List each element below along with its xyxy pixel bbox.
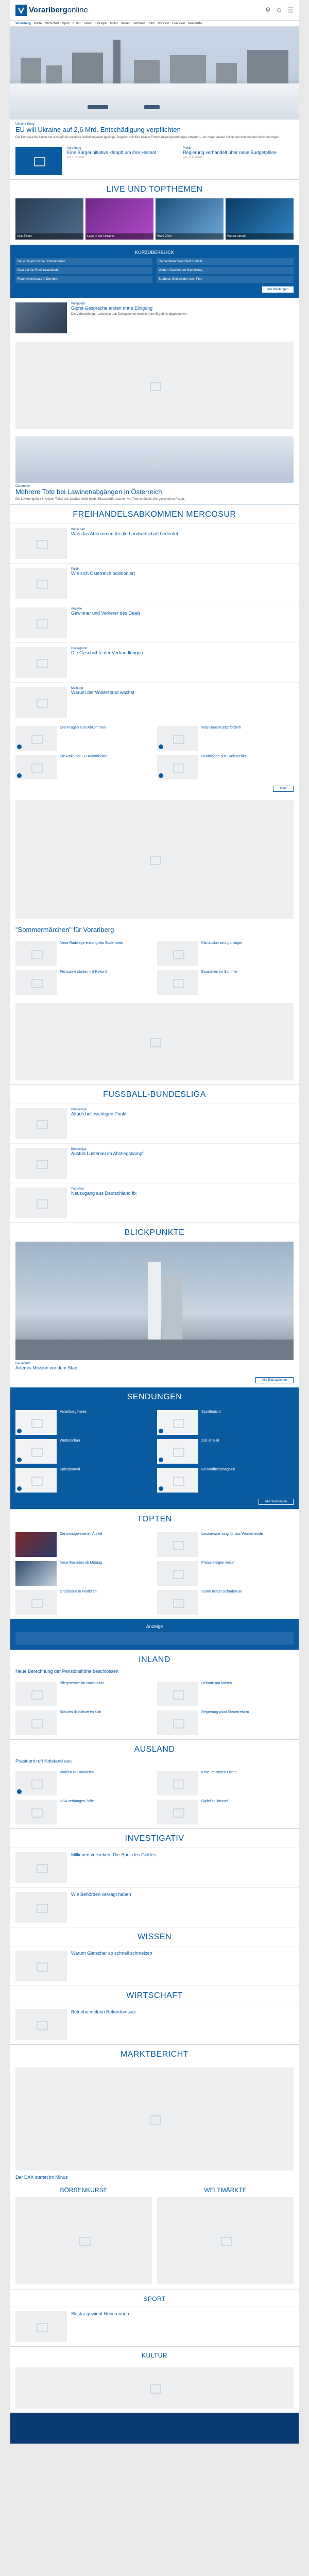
search-icon[interactable]: ⚲ (265, 6, 271, 14)
box-line[interactable]: Stadtbus fährt wieder nach Plan (157, 276, 294, 283)
article-title[interactable]: Wie sich Österreich positioniert (71, 571, 135, 577)
logo-main: Vorarlberg (29, 6, 67, 14)
mid-headline[interactable]: "Sommermärchen" für Vorarlberg (15, 926, 114, 934)
article-title[interactable]: Skistar gewinnt Heimrennen (71, 2311, 129, 2317)
article-grid (10, 1767, 299, 1828)
article-teaser (71, 302, 187, 333)
section-title-inland: INLAND (10, 1650, 299, 1669)
gallery-teaser[interactable] (10, 1242, 299, 1375)
article-title[interactable]: Altach holt wichtigen Punkt (71, 1111, 127, 1116)
article-text: Die Verhandlungen zwischen den Delegationen wurden ohne Ergebnis abgebrochen. (71, 313, 188, 316)
article-title[interactable]: Neue Radwege entlang des Bodensees (60, 941, 124, 945)
article-teaser (71, 607, 141, 638)
article-title[interactable]: Neuzugang aus Deutschland fix (71, 1190, 137, 1196)
grid-item[interactable] (157, 941, 294, 966)
more-button[interactable]: Alle Bildergalerien (255, 1377, 294, 1383)
grid-item[interactable] (157, 755, 294, 779)
grid-item[interactable] (157, 970, 294, 995)
show-title[interactable]: Sportbericht (201, 1410, 221, 1414)
vehicle-shape (88, 105, 108, 109)
lead-text: Die Europäische Union hat sich auf ein weiteres Sanktionspaket geeinigt. Zugleich soll die Ukraine Entschädigungszahlungen erhalten – ein neuer Anlauf soll in den kommenden Wochen folgen. (15, 135, 280, 139)
section-title-sendungen: SENDUNGEN (127, 1392, 182, 1401)
article-thumbnail[interactable] (15, 1800, 57, 1824)
article-title[interactable]: Regierung verhandelt über neue Budgetpläne (183, 149, 277, 155)
all-news-button[interactable]: Alle Meldungen (262, 286, 294, 293)
article-title[interactable]: Gewinner und Verlierer des Deals (71, 611, 141, 616)
show-grid (10, 1406, 299, 1497)
tile-label: Lage in der Ukraine (85, 233, 153, 240)
article-thumbnail[interactable] (15, 941, 57, 966)
grid-item[interactable] (157, 1439, 294, 1464)
building-shape (247, 50, 288, 89)
section-title-topten: TOPTEN (10, 1509, 299, 1528)
news-card[interactable] (10, 2307, 299, 2346)
article-teaser (71, 1188, 136, 1218)
article-title[interactable]: Eine Bürgerinitiative kämpft um ihre Heimat (67, 149, 157, 155)
article-thumbnail[interactable] (157, 941, 198, 966)
article-thumbnail[interactable] (15, 1561, 57, 1586)
section-title-markt: MARKTBERICHT (10, 2044, 299, 2063)
nav-item[interactable]: Reisen (121, 22, 131, 25)
nav-item[interactable]: Vorarlberg (15, 22, 31, 25)
article-teaser (71, 1148, 144, 1179)
ad-placeholder (15, 1003, 294, 1080)
box-line[interactable]: Feuerwehreinsatz in Dornbirn (15, 276, 152, 283)
article-thumbnail[interactable] (157, 1561, 198, 1586)
article-title[interactable]: Preise steigen weiter (201, 1561, 235, 1565)
article-title[interactable]: Lawinenwarnung für das Wochenende (201, 1532, 263, 1536)
live-tile[interactable] (85, 198, 153, 240)
grid-item[interactable] (157, 1710, 294, 1735)
article-thumbnail[interactable] (157, 1590, 198, 1615)
grid-item[interactable] (15, 1561, 152, 1586)
nav-item[interactable]: Leben (83, 22, 93, 25)
topten-grid (10, 1528, 299, 1619)
article-kicker: Bundesliga (71, 1108, 87, 1111)
box-footer (15, 284, 294, 293)
article-thumbnail[interactable] (15, 2009, 67, 2040)
article-grid (10, 937, 299, 999)
live-tile[interactable] (15, 198, 83, 240)
article-thumbnail[interactable] (15, 2311, 67, 2342)
vehicle-shape (144, 105, 160, 109)
logo-icon[interactable] (15, 5, 27, 16)
article-thumbnail[interactable] (15, 1108, 67, 1139)
grid-item[interactable] (15, 941, 152, 966)
ad-box[interactable] (15, 1632, 294, 1645)
article-title[interactable]: Die Geschichte der Verhandlungen (71, 650, 143, 656)
article-thumbnail[interactable] (15, 147, 62, 175)
grid-item[interactable] (15, 1532, 152, 1557)
article-kicker: Politik (71, 568, 80, 571)
nav-item[interactable]: Jobs (148, 22, 155, 25)
box-line[interactable]: Neue Regeln für die Sommerferien (15, 258, 152, 265)
article-kicker: Politik (183, 146, 192, 150)
tower-shape (113, 40, 121, 89)
live-tile[interactable] (156, 198, 224, 240)
play-icon[interactable] (17, 1458, 22, 1462)
market-tab-boersenkurse[interactable] (15, 2187, 152, 2284)
show-thumbnail[interactable] (157, 1468, 198, 1493)
article-thumbnail[interactable] (15, 726, 57, 751)
box-columns (15, 258, 294, 284)
section-title-wirtschaft: WIRTSCHAFT (10, 1986, 299, 2005)
ausland-lead[interactable] (10, 1758, 299, 1767)
nav-item[interactable]: Lifestyle (95, 22, 107, 25)
article-thumbnail[interactable] (157, 970, 198, 995)
article-title[interactable]: Drei Fragen zum Abkommen (60, 726, 106, 730)
live-tile[interactable] (226, 198, 294, 240)
section-title-mercosur: FREIHANDELSABKOMMEN MERCOSUR (10, 504, 299, 523)
article-thumbnail[interactable] (15, 1771, 57, 1795)
news-card[interactable] (10, 563, 299, 603)
market-tab-weltmaerkte[interactable] (157, 2187, 294, 2284)
article-title[interactable]: Die Rolle der EU-Kommission (60, 755, 108, 759)
news-card[interactable] (10, 603, 299, 642)
grid-item[interactable] (15, 1771, 152, 1795)
market-box (157, 2197, 294, 2284)
article-meta: vor 2 Stunden (183, 156, 202, 160)
feature-image[interactable] (15, 436, 294, 483)
market-lead[interactable] (10, 2175, 299, 2183)
ad-placeholder (15, 342, 294, 429)
news-card[interactable] (10, 1183, 299, 1223)
main-column (10, 0, 299, 2444)
nav-item[interactable]: Motor (110, 22, 118, 25)
logo-sub: online (67, 6, 88, 14)
article-thumbnail[interactable] (15, 302, 67, 333)
article-title[interactable]: Betriebe melden Rekordumsatz (71, 2009, 136, 2015)
article-kicker: Wirtschaft (71, 528, 85, 532)
article-thumbnail[interactable] (157, 1710, 198, 1735)
article-grid (10, 1677, 299, 1739)
mid-article[interactable] (10, 923, 299, 937)
lead-kicker: Ukraine-Krieg (15, 123, 35, 126)
news-card[interactable] (10, 1143, 299, 1183)
article-teaser (71, 687, 134, 718)
article-title[interactable]: Warum der Widerstand wächst (71, 690, 134, 696)
ad-label: Anzeige (146, 1623, 163, 1629)
article-kicker: Bundesliga (71, 1147, 87, 1151)
show-thumbnail[interactable] (157, 1410, 198, 1435)
news-card[interactable] (10, 1946, 299, 1986)
feature-text: Die Lawinengefahr in weiten Teilen des Landes bleibt hoch. Einsatzkräfte warnen vor Touren abseits der gesicherten Pisten. (15, 498, 185, 501)
article-title[interactable]: Regierung plant Steuerreform (201, 1710, 249, 1714)
grid-item[interactable] (157, 1771, 294, 1795)
article-thumbnail[interactable] (15, 1682, 57, 1706)
market-label: BÖRSENKURSE (60, 2187, 108, 2194)
box-column (157, 258, 294, 284)
article-grid (10, 722, 299, 784)
section-title-kultur: KULTUR (10, 2346, 299, 2363)
grid-item[interactable] (15, 1468, 152, 1493)
market-box (15, 2197, 152, 2284)
grid-item[interactable] (15, 1410, 152, 1435)
article-teaser (71, 1108, 127, 1139)
article-title[interactable]: Sturm richtet Schäden an (201, 1589, 242, 1594)
article-thumbnail[interactable] (15, 1710, 57, 1735)
grid-item[interactable] (15, 1439, 152, 1464)
sendungen-section (10, 1387, 299, 1509)
tile-label: Wetter aktuell (226, 233, 294, 240)
article-teaser[interactable] (67, 147, 178, 175)
article-meta: vor 1 Stunde (67, 156, 85, 160)
play-icon[interactable] (17, 773, 22, 778)
news-card[interactable] (10, 642, 299, 682)
section-title-wissen: WISSEN (10, 1927, 299, 1946)
article-teaser (71, 568, 135, 599)
news-card[interactable] (10, 523, 299, 563)
article-title[interactable]: Der DAX startet im Minus (15, 2175, 68, 2180)
article-thumbnail[interactable] (15, 607, 67, 638)
section-title-blickpunkte: BLICKPUNKTE (10, 1223, 299, 1242)
nav-item[interactable]: Newsletter (188, 22, 203, 25)
grid-item[interactable] (157, 1590, 294, 1615)
article-thumbnail[interactable] (157, 1532, 198, 1557)
main-nav (10, 21, 299, 27)
nav-item[interactable]: Kultur (72, 22, 81, 25)
more-button[interactable]: Mehr (273, 786, 294, 792)
article-title[interactable]: Präsident ruft Notstand aus (15, 1758, 72, 1764)
article-thumbnail[interactable] (15, 1188, 67, 1218)
show-thumbnail[interactable] (15, 1410, 57, 1435)
grid-item[interactable] (15, 1710, 152, 1735)
feature-kicker: Österreich (15, 484, 30, 488)
feature-article[interactable] (10, 433, 299, 505)
news-card[interactable] (10, 1887, 299, 1927)
news-card[interactable] (10, 1848, 299, 1887)
box-line[interactable]: Wetter: Gewitter am Nachmittag (157, 267, 294, 274)
grid-item[interactable] (15, 1590, 152, 1615)
inland-lead[interactable] (10, 1669, 299, 1677)
nav-item[interactable]: Podcast (158, 22, 169, 25)
nav-item[interactable]: Sport (62, 22, 70, 25)
article-title[interactable]: Großbrand in Feldkirch (60, 1589, 97, 1594)
show-title[interactable]: Zeit im Bild (201, 1438, 219, 1443)
article-teaser[interactable] (183, 147, 294, 175)
article-thumbnail[interactable] (15, 1852, 67, 1883)
ice-field (10, 83, 299, 120)
article-thumbnail[interactable] (157, 755, 198, 779)
kurzueberblick-box (10, 245, 299, 298)
article-thumbnail[interactable] (15, 568, 67, 599)
show-title[interactable]: Kulturjournal (60, 1467, 80, 1471)
article-thumbnail[interactable] (157, 726, 198, 751)
article-thumbnail[interactable] (15, 1148, 67, 1179)
more-row (10, 1375, 299, 1387)
article-teaser (71, 647, 143, 678)
show-thumbnail[interactable] (15, 1439, 57, 1464)
show-thumbnail[interactable] (15, 1468, 57, 1493)
nav-item[interactable]: Wohnen (133, 22, 145, 25)
section-title-investigativ: INVESTIGATIV (10, 1828, 299, 1848)
show-thumbnail[interactable] (157, 1439, 198, 1464)
play-icon[interactable] (159, 773, 163, 778)
live-tiles (10, 198, 299, 245)
ad-band (10, 1619, 299, 1650)
article-thumbnail[interactable] (15, 528, 67, 559)
rocket-shape (148, 1262, 161, 1340)
section-title-fussball: FUSSBALL-BUNDESLIGA (10, 1084, 299, 1104)
grid-item[interactable] (157, 1561, 294, 1586)
grid-item[interactable] (15, 1682, 152, 1706)
article-title[interactable]: USA verhängen Zölle (60, 1800, 94, 1804)
play-icon[interactable] (159, 1458, 163, 1462)
market-label: WELTMÄRKTE (204, 2187, 247, 2194)
article-thumbnail[interactable] (15, 755, 57, 779)
article-kicker: Transfers (71, 1187, 84, 1191)
article-kicker: Analyse (71, 607, 82, 611)
grid-item[interactable] (15, 970, 152, 995)
article-kicker: Meinung (71, 687, 83, 690)
ground-shape (15, 1340, 294, 1360)
play-icon[interactable] (159, 1486, 163, 1491)
article-kicker: Vorarlberg (67, 146, 81, 150)
article-title[interactable]: Neue Buslinien ab Montag (60, 1561, 102, 1565)
lead-sub-row (10, 143, 299, 179)
nav-item[interactable]: Politik (33, 22, 42, 25)
article-title[interactable]: Klimaticket wird günstiger (201, 941, 243, 945)
article-title[interactable]: Schulen digitalisieren sich (60, 1710, 101, 1714)
article-title[interactable]: Die meistgelesenen Artikel (60, 1532, 102, 1536)
grid-item[interactable] (157, 1532, 294, 1557)
article-thumbnail[interactable] (157, 1771, 198, 1795)
grid-item[interactable] (157, 1410, 294, 1435)
article-title[interactable]: Warum Gletscher so schnell schmelzen (71, 1951, 152, 1956)
article-title[interactable]: Debatte um Mieten (201, 1681, 232, 1685)
news-card[interactable] (10, 2005, 299, 2044)
article-title[interactable]: Baustellen im Sommer (201, 970, 238, 974)
grid-item[interactable] (15, 726, 152, 751)
article-thumbnail[interactable] (157, 1800, 198, 1824)
article-title[interactable]: Pflegereform im Nationalrat (60, 1681, 104, 1685)
box-column (15, 258, 152, 284)
lead-article[interactable] (10, 120, 299, 143)
tile-label: Live-Ticker (15, 233, 83, 240)
play-icon[interactable] (17, 1486, 22, 1491)
article-thumbnail[interactable] (157, 1682, 198, 1706)
section-title-sport: SPORT (10, 2290, 299, 2307)
article-title[interactable]: Krise im Nahen Osten (201, 1771, 237, 1775)
lead-image[interactable] (10, 27, 299, 120)
article-thumbnail[interactable] (15, 1590, 57, 1615)
news-card[interactable] (10, 682, 299, 722)
article-thumbnail[interactable] (15, 1951, 67, 1981)
site-header (10, 0, 299, 21)
news-card[interactable] (10, 1104, 299, 1143)
article-title[interactable]: Wie Behörden versagt haben (71, 1892, 131, 1897)
article-title[interactable]: Neue Berechnung der Pensionshöhe beschlossen (15, 1668, 119, 1674)
play-icon[interactable] (159, 1429, 163, 1433)
section-title-live: LIVE UND TOPTHEMEN (10, 179, 299, 198)
tower-shape (162, 1278, 182, 1340)
news-card[interactable] (10, 298, 299, 337)
article-teaser (71, 528, 178, 559)
article-thumbnail[interactable] (15, 970, 57, 995)
article-title[interactable]: Festspiele starten mit Rekord (60, 970, 107, 974)
market-tabs (10, 2183, 299, 2290)
article-thumbnail[interactable] (15, 687, 67, 718)
tile-label: Wahl 2024 (156, 233, 224, 240)
article-title[interactable]: Gipfel in Brüssel (201, 1800, 228, 1804)
gallery-kicker: Raumfahrt (15, 1362, 30, 1365)
more-row (10, 784, 299, 796)
article-thumbnail[interactable] (15, 647, 67, 678)
nav-item[interactable]: Wirtschaft (45, 22, 59, 25)
grid-item[interactable] (157, 1800, 294, 1824)
box-line[interactable]: Stau auf der Rheintalautobahn (15, 267, 152, 274)
play-icon[interactable] (159, 744, 163, 749)
site-footer (10, 2413, 299, 2444)
article-title[interactable]: Wahlen in Frankreich (60, 1771, 94, 1775)
article-kicker: Weltpolitik (71, 302, 85, 306)
article-title[interactable]: Gipfel-Gespräche enden ohne Einigung (71, 305, 153, 311)
article-thumbnail[interactable] (15, 1892, 67, 1923)
article-title[interactable]: Was das Abkommen für die Landwirtschaft bedeutet (71, 531, 178, 537)
menu-icon[interactable]: ☰ (287, 6, 294, 14)
grid-item[interactable] (15, 755, 152, 779)
show-title[interactable]: Wetterschau (60, 1438, 80, 1443)
gallery-image[interactable] (15, 1242, 294, 1360)
feature-headline[interactable]: Mehrere Tote bei Lawinenabgängen in Österreich (15, 487, 162, 496)
gallery-caption[interactable]: Artemis-Mission vor dem Start (15, 1365, 78, 1370)
nav-item[interactable]: Liveticker (171, 22, 185, 25)
market-chart-placeholder (15, 2067, 294, 2171)
play-icon[interactable] (17, 1789, 22, 1794)
article-thumbnail[interactable] (15, 1532, 57, 1557)
box-line[interactable]: Gemeinderat beschließt Budget (157, 258, 294, 265)
lead-headline[interactable]: EU will Ukraine auf 2,6 Mrd. Entschädigung verpflichten (15, 126, 181, 133)
grid-item[interactable] (157, 726, 294, 751)
play-icon[interactable] (17, 744, 22, 749)
section-title-ausland: AUSLAND (10, 1739, 299, 1758)
kultur-placeholder (15, 2367, 294, 2409)
grid-item[interactable] (15, 1800, 152, 1824)
article-title[interactable]: Austria Lustenau im Abstiegskampf (71, 1150, 144, 1156)
ad-placeholder (15, 800, 294, 919)
article-title[interactable]: Was Bauern jetzt fordern (201, 726, 242, 730)
box-title: KURZÜBERBLICK (135, 249, 174, 255)
play-icon[interactable] (17, 1429, 22, 1433)
article-title[interactable]: Reaktionen aus Südamerika (201, 755, 247, 759)
grid-item[interactable] (157, 1682, 294, 1706)
article-title[interactable]: Millionen versickert: Die Spur des Geldes (71, 1852, 156, 1858)
logo[interactable] (29, 6, 88, 14)
grid-item[interactable] (157, 1468, 294, 1493)
user-icon[interactable]: ☺ (276, 6, 283, 14)
more-row (10, 1497, 299, 1509)
show-title[interactable]: Vorarlberg heute (60, 1410, 87, 1414)
show-title[interactable]: Gesundheitsmagazin (201, 1467, 235, 1471)
more-button[interactable]: Alle Sendungen (259, 1499, 294, 1505)
article-kicker: Hintergrund (71, 647, 88, 651)
